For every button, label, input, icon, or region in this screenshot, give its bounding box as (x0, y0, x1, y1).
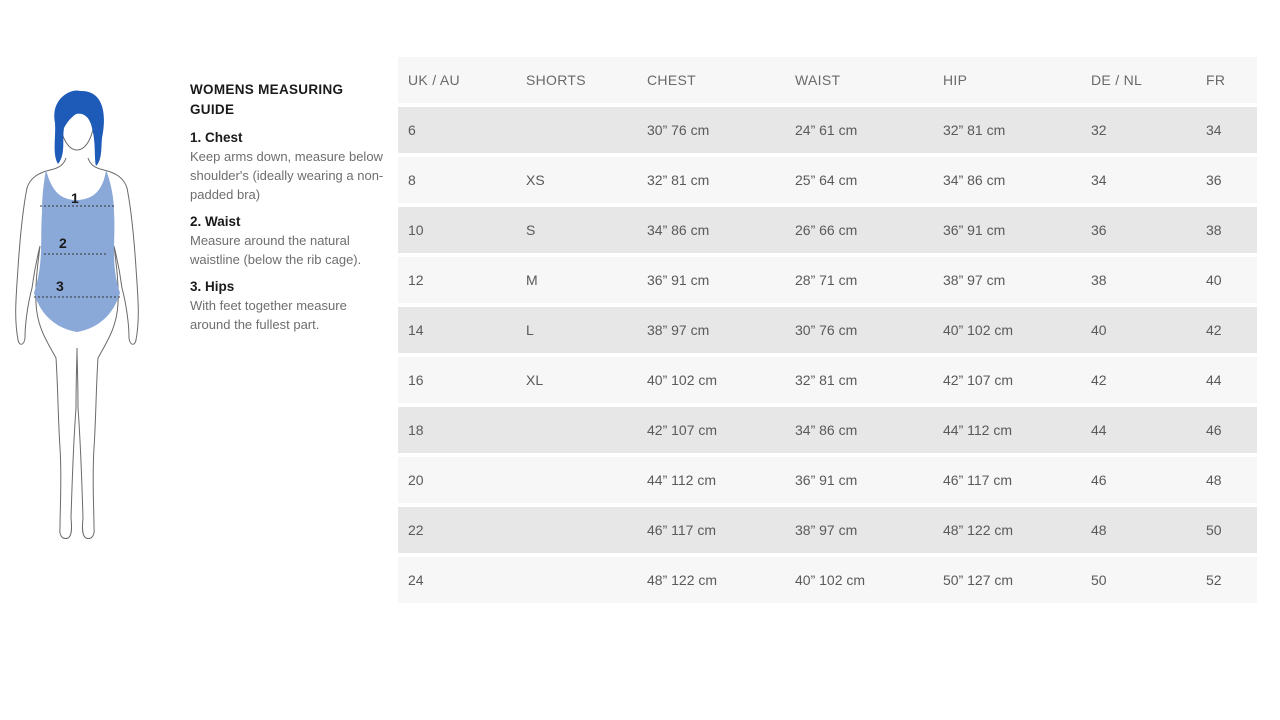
table-row (398, 107, 1257, 153)
hips-marker-label: 3 (56, 278, 64, 294)
table-row (398, 307, 1257, 353)
cell-hip: 48” 122 cm (933, 507, 1081, 553)
womens-body-outline-icon (10, 88, 144, 544)
chest-marker-label: 1 (71, 190, 79, 206)
cell-de-nl: 48 (1081, 507, 1196, 553)
cell-waist: 32” 81 cm (785, 357, 933, 403)
cell-uk-au: 6 (398, 107, 516, 153)
cell-chest: 30” 76 cm (637, 107, 785, 153)
cell-chest: 38” 97 cm (637, 307, 785, 353)
cell-fr: 46 (1196, 407, 1257, 453)
cell-hip: 46” 117 cm (933, 457, 1081, 503)
table-row (398, 157, 1257, 203)
step-text: Measure around the natural waistline (below the rib cage). (190, 233, 362, 267)
header-waist: WAIST (785, 57, 933, 103)
cell-uk-au: 14 (398, 307, 516, 353)
cell-waist: 25” 64 cm (785, 157, 933, 203)
cell-waist: 38” 97 cm (785, 507, 933, 553)
header-chest: CHEST (637, 57, 785, 103)
cell-shorts (516, 107, 637, 153)
cell-uk-au: 20 (398, 457, 516, 503)
table-row (398, 357, 1257, 403)
cell-chest: 32” 81 cm (637, 157, 785, 203)
cell-uk-au: 22 (398, 507, 516, 553)
header-de-nl: DE / NL (1081, 57, 1196, 103)
cell-de-nl: 46 (1081, 457, 1196, 503)
cell-de-nl: 32 (1081, 107, 1196, 153)
cell-hip: 32” 81 cm (933, 107, 1081, 153)
cell-shorts (516, 507, 637, 553)
cell-waist: 28” 71 cm (785, 257, 933, 303)
cell-de-nl: 36 (1081, 207, 1196, 253)
cell-shorts (516, 557, 637, 603)
step-text: With feet together measure around the fullest part. (190, 298, 347, 332)
cell-chest: 34” 86 cm (637, 207, 785, 253)
cell-fr: 42 (1196, 307, 1257, 353)
cell-chest: 40” 102 cm (637, 357, 785, 403)
cell-fr: 50 (1196, 507, 1257, 553)
table-header-row (398, 57, 1257, 103)
cell-waist: 24” 61 cm (785, 107, 933, 153)
table-row (398, 257, 1257, 303)
hips-step (190, 277, 390, 334)
cell-fr: 44 (1196, 357, 1257, 403)
cell-fr: 52 (1196, 557, 1257, 603)
cell-waist: 30” 76 cm (785, 307, 933, 353)
table-row (398, 557, 1257, 603)
cell-waist: 26” 66 cm (785, 207, 933, 253)
cell-fr: 38 (1196, 207, 1257, 253)
chest-step (190, 128, 390, 204)
cell-shorts: S (516, 207, 637, 253)
cell-de-nl: 42 (1081, 357, 1196, 403)
cell-de-nl: 34 (1081, 157, 1196, 203)
step-title: 2. Waist (190, 214, 241, 229)
cell-chest: 46” 117 cm (637, 507, 785, 553)
cell-fr: 36 (1196, 157, 1257, 203)
cell-uk-au: 16 (398, 357, 516, 403)
cell-hip: 44” 112 cm (933, 407, 1081, 453)
header-fr: FR (1196, 57, 1257, 103)
cell-fr: 48 (1196, 457, 1257, 503)
cell-shorts: M (516, 257, 637, 303)
waist-step (190, 212, 390, 269)
cell-hip: 42” 107 cm (933, 357, 1081, 403)
cell-waist: 34” 86 cm (785, 407, 933, 453)
cell-shorts (516, 407, 637, 453)
cell-de-nl: 50 (1081, 557, 1196, 603)
waist-marker-label: 2 (59, 235, 67, 251)
cell-fr: 34 (1196, 107, 1257, 153)
cell-chest: 48” 122 cm (637, 557, 785, 603)
cell-hip: 38” 97 cm (933, 257, 1081, 303)
cell-uk-au: 10 (398, 207, 516, 253)
step-title: 3. Hips (190, 279, 235, 294)
header-shorts: SHORTS (516, 57, 637, 103)
cell-shorts (516, 457, 637, 503)
table-row (398, 207, 1257, 253)
cell-uk-au: 24 (398, 557, 516, 603)
cell-chest: 36” 91 cm (637, 257, 785, 303)
cell-uk-au: 8 (398, 157, 516, 203)
step-title: 1. Chest (190, 130, 243, 145)
cell-fr: 40 (1196, 257, 1257, 303)
table-row (398, 407, 1257, 453)
cell-hip: 40” 102 cm (933, 307, 1081, 353)
cell-hip: 50” 127 cm (933, 557, 1081, 603)
measuring-guide (190, 80, 390, 342)
guide-title: WOMENS MEASURING GUIDE (190, 82, 344, 117)
cell-hip: 34” 86 cm (933, 157, 1081, 203)
cell-shorts: XS (516, 157, 637, 203)
table-row (398, 507, 1257, 553)
cell-shorts: XL (516, 357, 637, 403)
cell-uk-au: 18 (398, 407, 516, 453)
hair-shape (54, 90, 104, 166)
cell-waist: 40” 102 cm (785, 557, 933, 603)
cell-waist: 36” 91 cm (785, 457, 933, 503)
cell-hip: 36” 91 cm (933, 207, 1081, 253)
size-table (398, 53, 1257, 607)
cell-de-nl: 38 (1081, 257, 1196, 303)
table-row (398, 457, 1257, 503)
header-uk-au: UK / AU (398, 57, 516, 103)
cell-chest: 42” 107 cm (637, 407, 785, 453)
header-hip: HIP (933, 57, 1081, 103)
cell-de-nl: 44 (1081, 407, 1196, 453)
step-text: Keep arms down, measure below shoulder's (ideally wearing a non-padded bra) (190, 149, 384, 202)
cell-chest: 44” 112 cm (637, 457, 785, 503)
cell-de-nl: 40 (1081, 307, 1196, 353)
cell-shorts: L (516, 307, 637, 353)
cell-uk-au: 12 (398, 257, 516, 303)
